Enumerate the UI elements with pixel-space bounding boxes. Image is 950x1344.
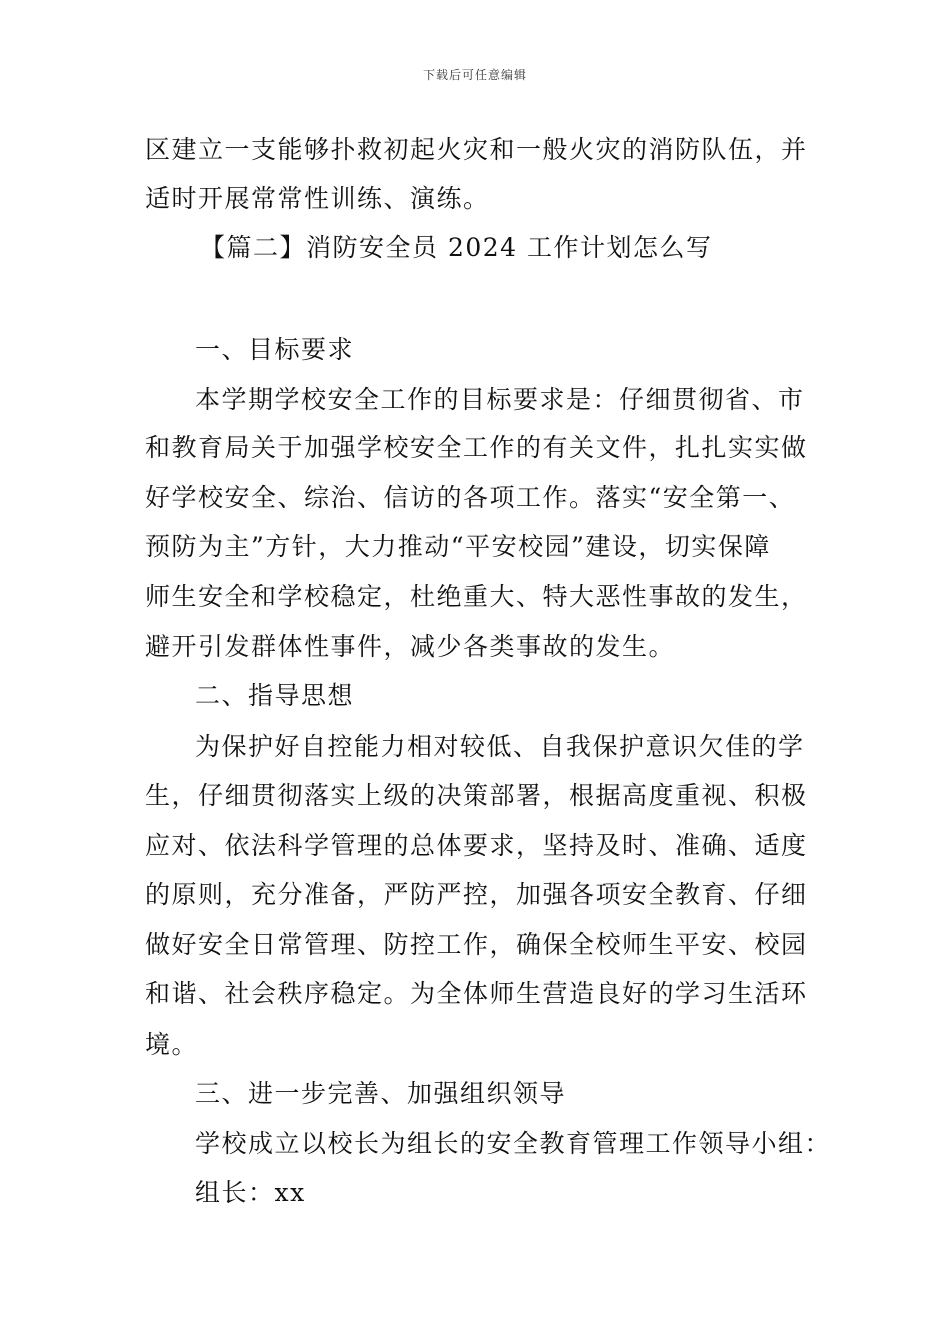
page-header-note: 下载后可任意编辑	[422, 68, 527, 82]
paragraph-line: 师生安全和学校稳定，杜绝重大、特大恶性事故的发生，	[145, 582, 808, 611]
paragraph-line: 为保护好自控能力相对较低、自我保护意识欠佳的学	[195, 732, 805, 761]
heading-organization: 三、进一步完善、加强组织领导	[195, 1079, 567, 1108]
paragraph-line: 和教育局关于加强学校安全工作的有关文件，扎扎实实做	[145, 433, 808, 462]
paragraph-line: 应对、依法科学管理的总体要求，坚持及时、准确、适度	[145, 831, 808, 860]
paragraph-line: 做好安全日常管理、防控工作，确保全校师生平安、校园	[145, 930, 808, 959]
paragraph-line: 好学校安全、综治、信访的各项工作。落实“安全第一、	[145, 483, 796, 512]
paragraph-line: 学校成立以校长为组长的安全教育管理工作领导小组：	[195, 1129, 832, 1158]
paragraph-line: 避开引发群体性事件，减少各类事故的发生。	[145, 632, 676, 661]
paragraph-line: 预防为主”方针，大力推动“平安校园”建设，切实保障	[145, 532, 771, 561]
paragraph-line: 和谐、社会秩序稳定。为全体师生营造良好的学习生活环	[145, 979, 808, 1008]
paragraph-line: 生，仔细贯彻落实上级的决策部署，根据高度重视、积极	[145, 781, 808, 810]
paragraph-line: 区建立一支能够扑救初起火灾和一般火灾的消防队伍，并	[145, 135, 808, 164]
heading-guiding-ideology: 二、指导思想	[195, 681, 355, 710]
section-title: 【篇二】消防安全员 2024 工作计划怎么写	[200, 233, 713, 262]
paragraph-line: 本学期学校安全工作的目标要求是：仔细贯彻省、市	[195, 385, 805, 414]
heading-goals: 一、目标要求	[195, 335, 355, 364]
paragraph-line: 的原则，充分准备，严防严控，加强各项安全教育、仔细	[145, 880, 808, 909]
paragraph-line: 适时开展常常性训练、演练。	[145, 184, 490, 213]
paragraph-line: 境。	[145, 1030, 199, 1059]
group-leader-line: 组长：xx	[195, 1178, 306, 1207]
